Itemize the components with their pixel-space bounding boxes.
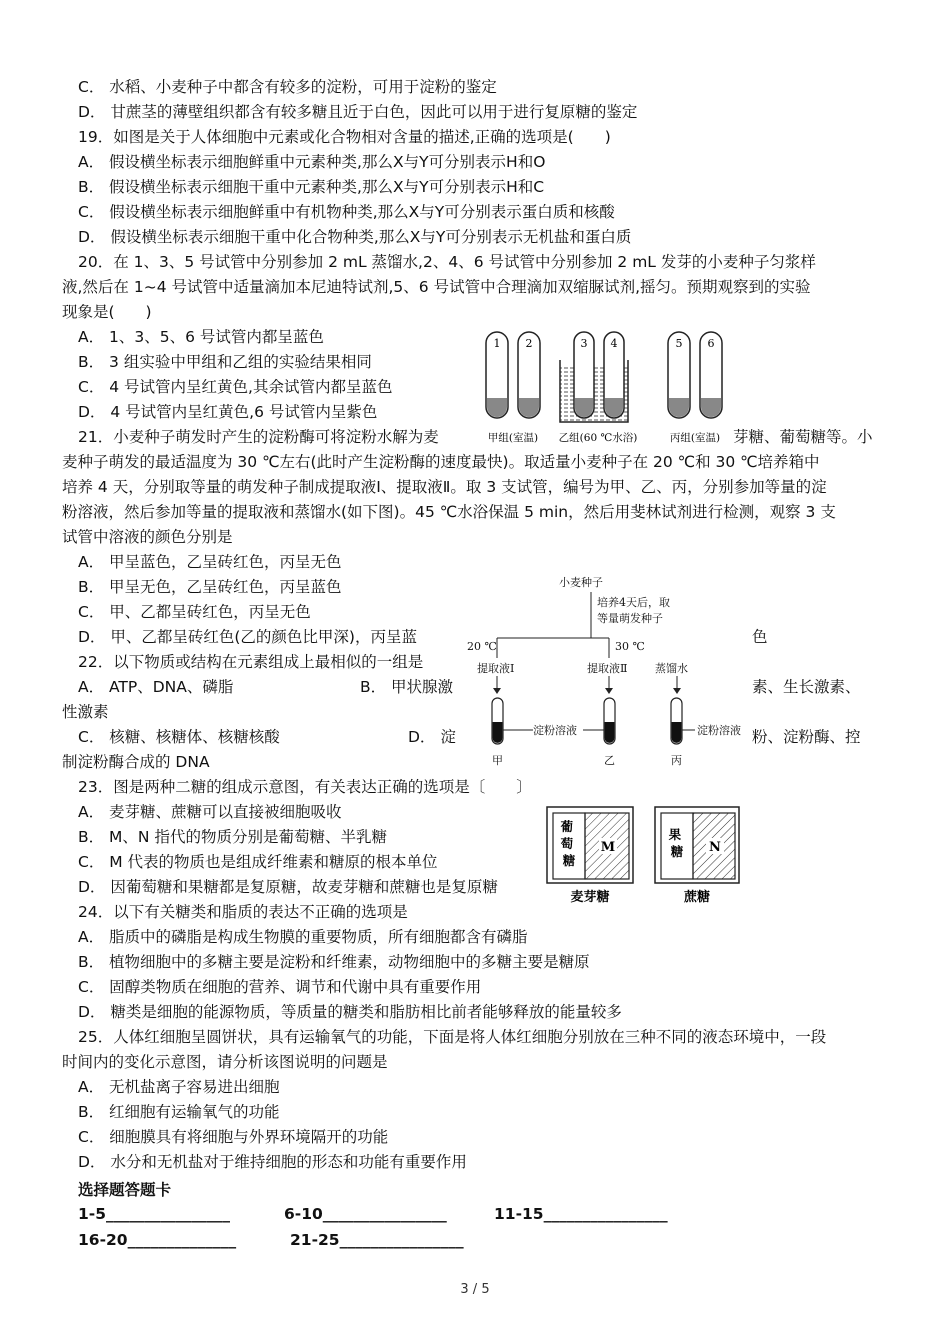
tube-yi-label: 乙: [604, 754, 615, 767]
extract-2-label: 提取液Ⅱ: [587, 662, 628, 675]
q23-option-c: C． M 代表的物质也是组成纤维素和糖原的根本单位: [78, 853, 438, 871]
step-label-1: 培养4天后，取: [597, 596, 670, 609]
q21-stem-line4: 粉溶液，然后参加等量的提取液和蒸馏水(如下图)。45 ℃水浴保温 5 min，然后用斐林试剂进行检测，观察 3 支: [62, 503, 836, 521]
q23-option-b: B． M、N 指代的物质分别是葡萄糖、半乳糖: [78, 828, 387, 846]
q22-option-a: A． ATP、DNA、磷脂: [78, 678, 234, 696]
q21-option-d: D． 甲、乙都呈砖红色(乙的颜色比甲深)，丙呈蓝: [78, 628, 417, 646]
q19-option-a: A． 假设横坐标表示细胞鲜重中元素种类,那么X与Y可分别表示H和O: [78, 153, 546, 171]
group-yi-caption: 乙组(60 ℃水浴): [558, 432, 638, 444]
q23-stem: 23．图是两种二糖的组成示意图，有关表达正确的选项是〔 〕: [78, 778, 532, 796]
label-n: N: [709, 840, 721, 855]
q24-option-a: A． 脂质中的磷脂是构成生物膜的重要物质，所有细胞都含有磷脂: [78, 928, 528, 946]
glucose-char: 葡: [560, 819, 574, 834]
q22-option-b-cont: 素、生长激素、: [752, 678, 861, 696]
seed-label: 小麦种子: [559, 576, 603, 589]
q22-option-c: C． 核糖、核糖体、核糖核酸: [78, 728, 280, 746]
group-bing-caption: 丙组(室温): [669, 432, 721, 444]
temp-20-label: 20 ℃: [467, 640, 497, 653]
q22-option-d-cont: 粉、淀粉酶、控: [752, 728, 861, 746]
tube-bing: [671, 698, 682, 744]
q19-option-c: C． 假设横坐标表示细胞鲜重中有机物种类,那么X与Y可分别表示蛋白质和核酸: [78, 203, 615, 221]
figure-test-tubes: [480, 330, 740, 448]
figure-disaccharides: [543, 803, 743, 905]
page-number: 3 / 5: [460, 1282, 490, 1297]
tube-label: 3: [580, 337, 588, 350]
q21-stem-line3: 培养 4 天，分别取等量的萌发种子制成提取液Ⅰ、提取液Ⅱ。取 3 支试管，编号为甲、乙、丙，分别参加等量的淀: [62, 478, 827, 496]
q21-stem-line1b: 芽糖、葡萄糖等。小: [733, 428, 873, 446]
answer-blank-16-20[interactable]: 16-20______________: [78, 1231, 237, 1249]
q19-option-d: D． 假设横坐标表示细胞干重中化合物种类,那么X与Y可分别表示无机盐和蛋白质: [78, 228, 632, 246]
tube-yi: [604, 698, 615, 744]
extract-1-label: 提取液Ⅰ: [477, 662, 515, 675]
q22-option-b: B． 甲状腺激: [360, 678, 454, 696]
q20-option-c: C． 4 号试管内呈红黄色,其余试管内都呈蓝色: [78, 378, 393, 396]
temp-30-label: 30 ℃: [615, 640, 645, 653]
starch-solution-label: 淀粉溶液: [697, 724, 741, 737]
q22-option-b-end: 性激素: [62, 703, 109, 721]
q18-option-d: D． 甘蔗茎的薄壁组织都含有较多糖且近于白色，因此可以用于进行复原糖的鉴定: [78, 103, 638, 121]
q25-stem-line2: 时间内的变化示意图，请分析该图说明的问题是: [62, 1053, 388, 1071]
q24-option-b: B． 植物细胞中的多糖主要是淀粉和纤维素，动物细胞中的多糖主要是糖原: [78, 953, 590, 971]
q18-option-c: C． 水稻、小麦种子中都含有较多的淀粉，可用于淀粉的鉴定: [78, 78, 497, 96]
tube-label: 1: [493, 337, 501, 350]
q20-option-b: B． 3 组实验中甲组和乙组的实验结果相同: [78, 353, 372, 371]
q21-stem-line2: 麦种子萌发的最适温度为 30 ℃左右(此时产生淀粉酶的速度最快)。取适量小麦种子在 20 ℃和 30 ℃培养箱中: [62, 453, 820, 471]
glucose-label: [561, 819, 578, 868]
starch-solution-label: 淀粉溶液: [533, 724, 577, 737]
q25-option-c: C． 细胞膜具有将细胞与外界环境隔开的功能: [78, 1128, 389, 1146]
q21-option-b: B． 甲呈无色，乙呈砖红色，丙呈蓝色: [78, 578, 342, 596]
tube-label: 2: [525, 337, 533, 350]
maltose-diagram: [547, 807, 633, 905]
q20-stem-line3: 现象是( ): [62, 303, 152, 321]
q22-option-d: D． 淀: [408, 728, 456, 746]
fructose-char: 糖: [670, 844, 684, 859]
sucrose-diagram: [655, 807, 739, 905]
label-m: M: [600, 840, 616, 855]
q21-option-a: A． 甲呈蓝色，乙呈砖红色，丙呈无色: [78, 553, 342, 571]
fructose-char: 果: [668, 827, 682, 842]
q20-stem-line2: 液,然后在 1~4 号试管中适量滴加本尼迪特试剂,5、6 号试管中合理滴加双缩脲试剂,摇匀。预期观察到的实验: [62, 278, 811, 296]
water-label: 蒸馏水: [655, 662, 688, 675]
figure-extraction-flow: [463, 572, 747, 770]
answer-card-title: 选择题答题卡: [78, 1181, 172, 1199]
q25-option-d: D． 水分和无机盐对于维持细胞的形态和功能有重要作用: [78, 1153, 467, 1171]
tube-label: 4: [610, 337, 618, 350]
sucrose-caption: 蔗糖: [683, 890, 711, 905]
answer-blank-6-10[interactable]: 6-10________________: [284, 1205, 447, 1223]
q21-option-c: C． 甲、乙都呈砖红色，丙呈无色: [78, 603, 311, 621]
glucose-char: 萄: [560, 836, 574, 851]
q22-stem: 22．以下物质或结构在元素组成上最相似的一组是: [78, 653, 424, 671]
step-label-2: 等量萌发种子: [597, 612, 663, 625]
tube-jia: [492, 698, 503, 744]
answer-blank-1-5[interactable]: 1-5________________: [78, 1205, 231, 1223]
q19-stem: 19．如图是关于人体细胞中元素或化合物相对含量的描述,正确的选项是( ): [78, 128, 611, 146]
q24-option-d: D． 糖类是细胞的能源物质，等质量的糖类和脂肪相比前者能够释放的能量较多: [78, 1003, 622, 1021]
q19-option-b: B． 假设横坐标表示细胞干重中元素种类,那么X与Y可分别表示H和C: [78, 178, 545, 196]
answer-blank-21-25[interactable]: 21-25________________: [290, 1231, 464, 1249]
q25-option-b: B． 红细胞有运输氧气的功能: [78, 1103, 280, 1121]
q21-stem-line1a: 21．小麦种子萌发时产生的淀粉酶可将淀粉水解为麦: [78, 428, 439, 446]
tube-jia-label: 甲: [492, 754, 503, 767]
q24-stem: 24．以下有关糖类和脂质的表达不正确的选项是: [78, 903, 408, 921]
tube-label: 6: [707, 337, 715, 350]
q21-option-d-end: 色: [752, 628, 768, 646]
group-jia-caption: 甲组(室温): [487, 432, 539, 444]
q20-stem-line1: 20．在 1、3、5 号试管中分别参加 2 mL 蒸馏水,2、4、6 号试管中分别参加 2 mL 发芽的小麦种子匀浆样: [78, 253, 816, 271]
q25-option-a: A． 无机盐离子容易进出细胞: [78, 1078, 280, 1096]
glucose-char: 糖: [562, 853, 576, 868]
q20-option-d: D． 4 号试管内呈红黄色,6 号试管内呈紫色: [78, 403, 378, 421]
q21-stem-line5: 试管中溶液的颜色分别是: [62, 528, 233, 546]
q23-option-d: D． 因葡萄糖和果糖都是复原糖，故麦芽糖和蔗糖也是复原糖: [78, 878, 498, 896]
maltose-caption: 麦芽糖: [570, 890, 610, 905]
q24-option-c: C． 固醇类物质在细胞的营养、调节和代谢中具有重要作用: [78, 978, 482, 996]
q25-stem-line1: 25．人体红细胞呈圆饼状，具有运输氧气的功能，下面是将人体红细胞分别放在三种不同的液态环境中，一段: [78, 1028, 827, 1046]
answer-blank-11-15[interactable]: 11-15________________: [494, 1205, 668, 1223]
q22-option-d-end: 制淀粉酶合成的 DNA: [62, 753, 210, 771]
tube-label: 5: [675, 337, 683, 350]
q23-option-a: A． 麦芽糖、蔗糖可以直接被细胞吸收: [78, 803, 342, 821]
q20-option-a: A． 1、3、5、6 号试管内都呈蓝色: [78, 328, 324, 346]
tube-bing-label: 丙: [671, 754, 682, 767]
